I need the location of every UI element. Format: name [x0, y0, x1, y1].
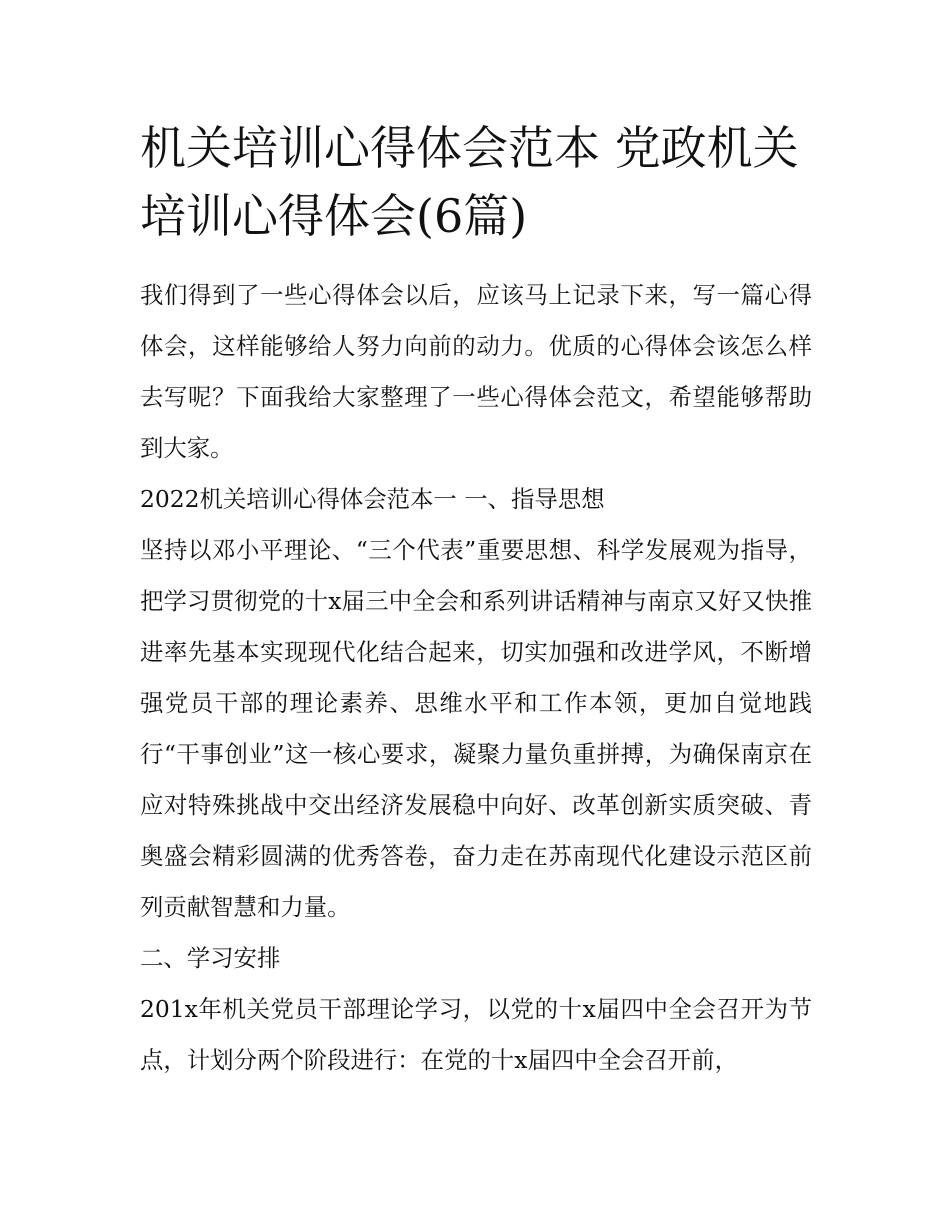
body-paragraph: 坚持以邓小平理论、“三个代表”重要思想、科学发展观为指导，把学习贯彻党的十x届三中全会和系列讲话精神与南京又好又快推进率先基本实现现代化结合起来，切实加强和改进学风，不断增强党员干部的理论素养、思维水平和工作本领，更加自觉地践行“干事创业”这一核心要求，凝聚力量负重拼搏，为确保南京在应对特殊挑战中交出经济发展稳中向好、改革创新实质突破、青奥盛会精彩圆满的优秀答卷，奋力走在苏南现代化建设示范区前列贡献智慧和力量。	[140, 536, 812, 921]
intro-paragraph: 我们得到了一些心得体会以后，应该马上记录下来，写一篇心得体会，这样能够给人努力向前的动力。优质的心得体会该怎么样去写呢？下面我给大家整理了一些心得体会范文，希望能够帮助到大家。	[140, 281, 812, 462]
section-heading-study-arrangement: 二、学习安排	[140, 944, 281, 972]
document-title: 机关培训心得体会范本 党政机关培训心得体会(6篇)	[140, 121, 799, 243]
section-heading-guiding-thought: 2022机关培训心得体会范本一 一、指导思想	[140, 485, 605, 513]
document-body	[140, 114, 812, 1086]
body-paragraph: 201x年机关党员干部理论学习，以党的十x届四中全会召开为节点，计划分两个阶段进行：在党的十x届四中全会召开前，	[140, 995, 812, 1074]
